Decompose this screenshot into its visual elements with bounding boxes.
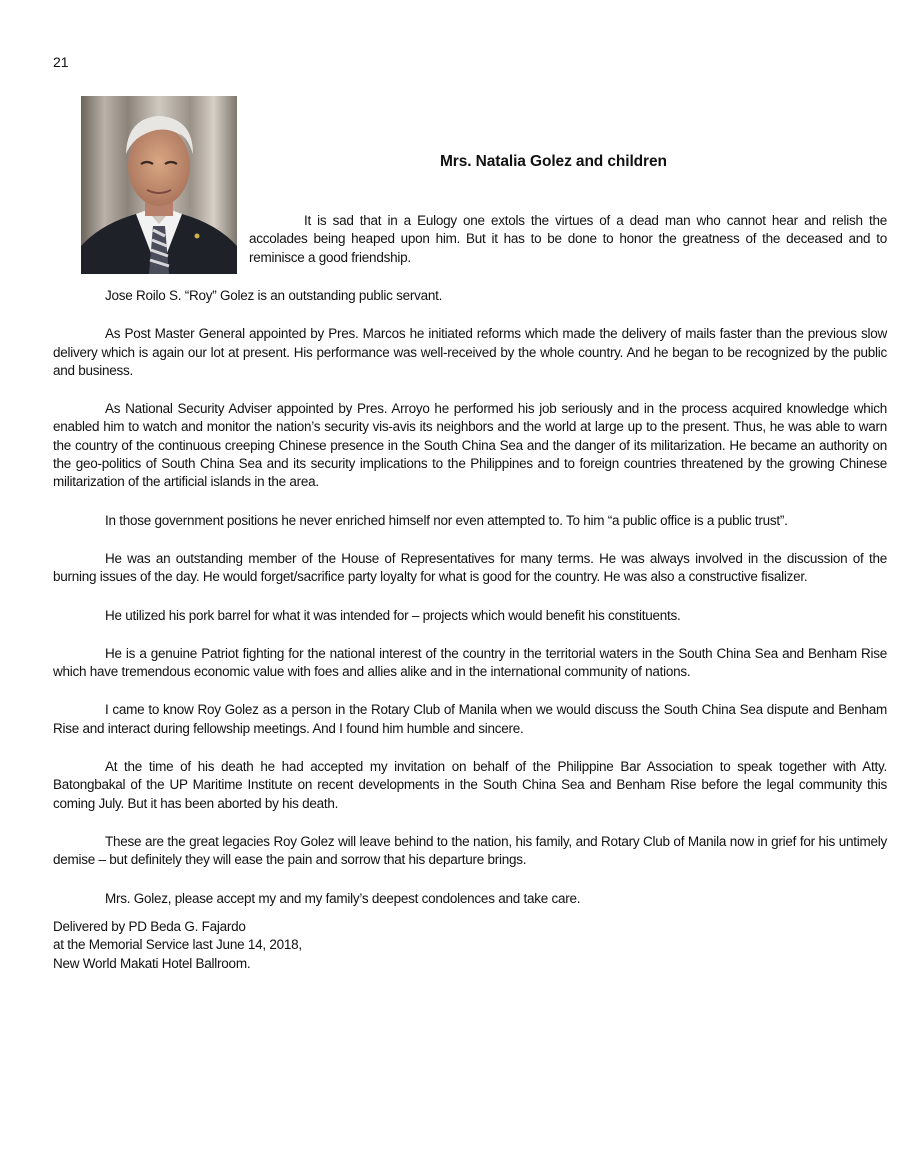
paragraph: These are the great legacies Roy Golez will leave behind to the nation, his family, and Rotary Club of Manila now in grief for his untimely demise – but definitely they will ease the pain and sorrow that his departure brings. <box>53 833 887 868</box>
paragraph: Mrs. Golez, please accept my and my family’s deepest condolences and take care. <box>105 890 581 906</box>
paragraph: I came to know Roy Golez as a person in the Rotary Club of Manila when we would discuss the South China Sea dispute and Benham Rise and interact during fellowship meetings. And I found him humble and sincere. <box>53 702 887 736</box>
paragraph: As National Security Adviser appointed by Pres. Arroyo he performed his job seriously and in the process acquired knowledge which enabled him to watch and monitor the nation’s security vis-avis its neighbors and the world at large up to the present. Thus, he was able to warn the country of the continuous creeping Chinese presence in the South China Sea and the danger of its militarization. He became an authority on the geo-politics of South China Sea and its security implications to the Philippines and to foreign countries threatened by the growing Chinese militarization of the artificial islands in the area. <box>53 401 887 490</box>
intro-text: It is sad that in a Eulogy one extols the virtues of a dead man who cannot hear and relish the accolades being heaped upon him. But it has to be done to honor the greatness of the deceased and to reminisce a good friendship. <box>249 213 887 265</box>
paragraph: Jose Roilo S. “Roy” Golez is an outstanding public servant. <box>105 288 443 303</box>
signature-line: at the Memorial Service last June 14, 2018, <box>53 937 302 953</box>
eulogy-body <box>53 287 887 928</box>
paragraph: As Post Master General appointed by Pres. Marcos he initiated reforms which made the delivery of mails faster than the previous slow delivery which is again our lot at present. His performance was well-received by the whole country. And he began to be recognized by the public and business. <box>53 326 887 378</box>
paragraph: At the time of his death he had accepted my invitation on behalf of the Philippine Bar Association to speak together with Atty. Batongbakal of the UP Maritime Institute on recent developments in the South China Sea and Benham Rise before the legal community this coming July. But it has been aborted by his death. <box>53 759 887 811</box>
intro-paragraph <box>249 212 887 267</box>
signature-line: New World Makati Hotel Ballroom. <box>53 955 251 971</box>
portrait-photo <box>81 96 237 274</box>
signature-block <box>53 918 302 973</box>
salutation-heading: Mrs. Natalia Golez and children <box>440 153 667 170</box>
paragraph: In those government positions he never enriched himself nor even attempted to. To him “a public office is a public trust”. <box>105 512 788 528</box>
paragraph: He utilized his pork barrel for what it was intended for – projects which would benefit his constituents. <box>105 607 681 623</box>
paragraph: He is a genuine Patriot fighting for the national interest of the country in the territorial waters in the South China Sea and Benham Rise which have tremendous economic value with foes and allies alike and in the international community of nations. <box>53 645 887 680</box>
page-number: 21 <box>53 54 69 70</box>
signature-line: Delivered by PD Beda G. Fajardo <box>53 919 246 934</box>
paragraph: He was an outstanding member of the House of Representatives for many terms. He was always involved in the discussion of the burning issues of the day. He would forget/sacrifice party loyalty for what is good for the country. He was also a constructive fisalizer. <box>53 550 887 585</box>
